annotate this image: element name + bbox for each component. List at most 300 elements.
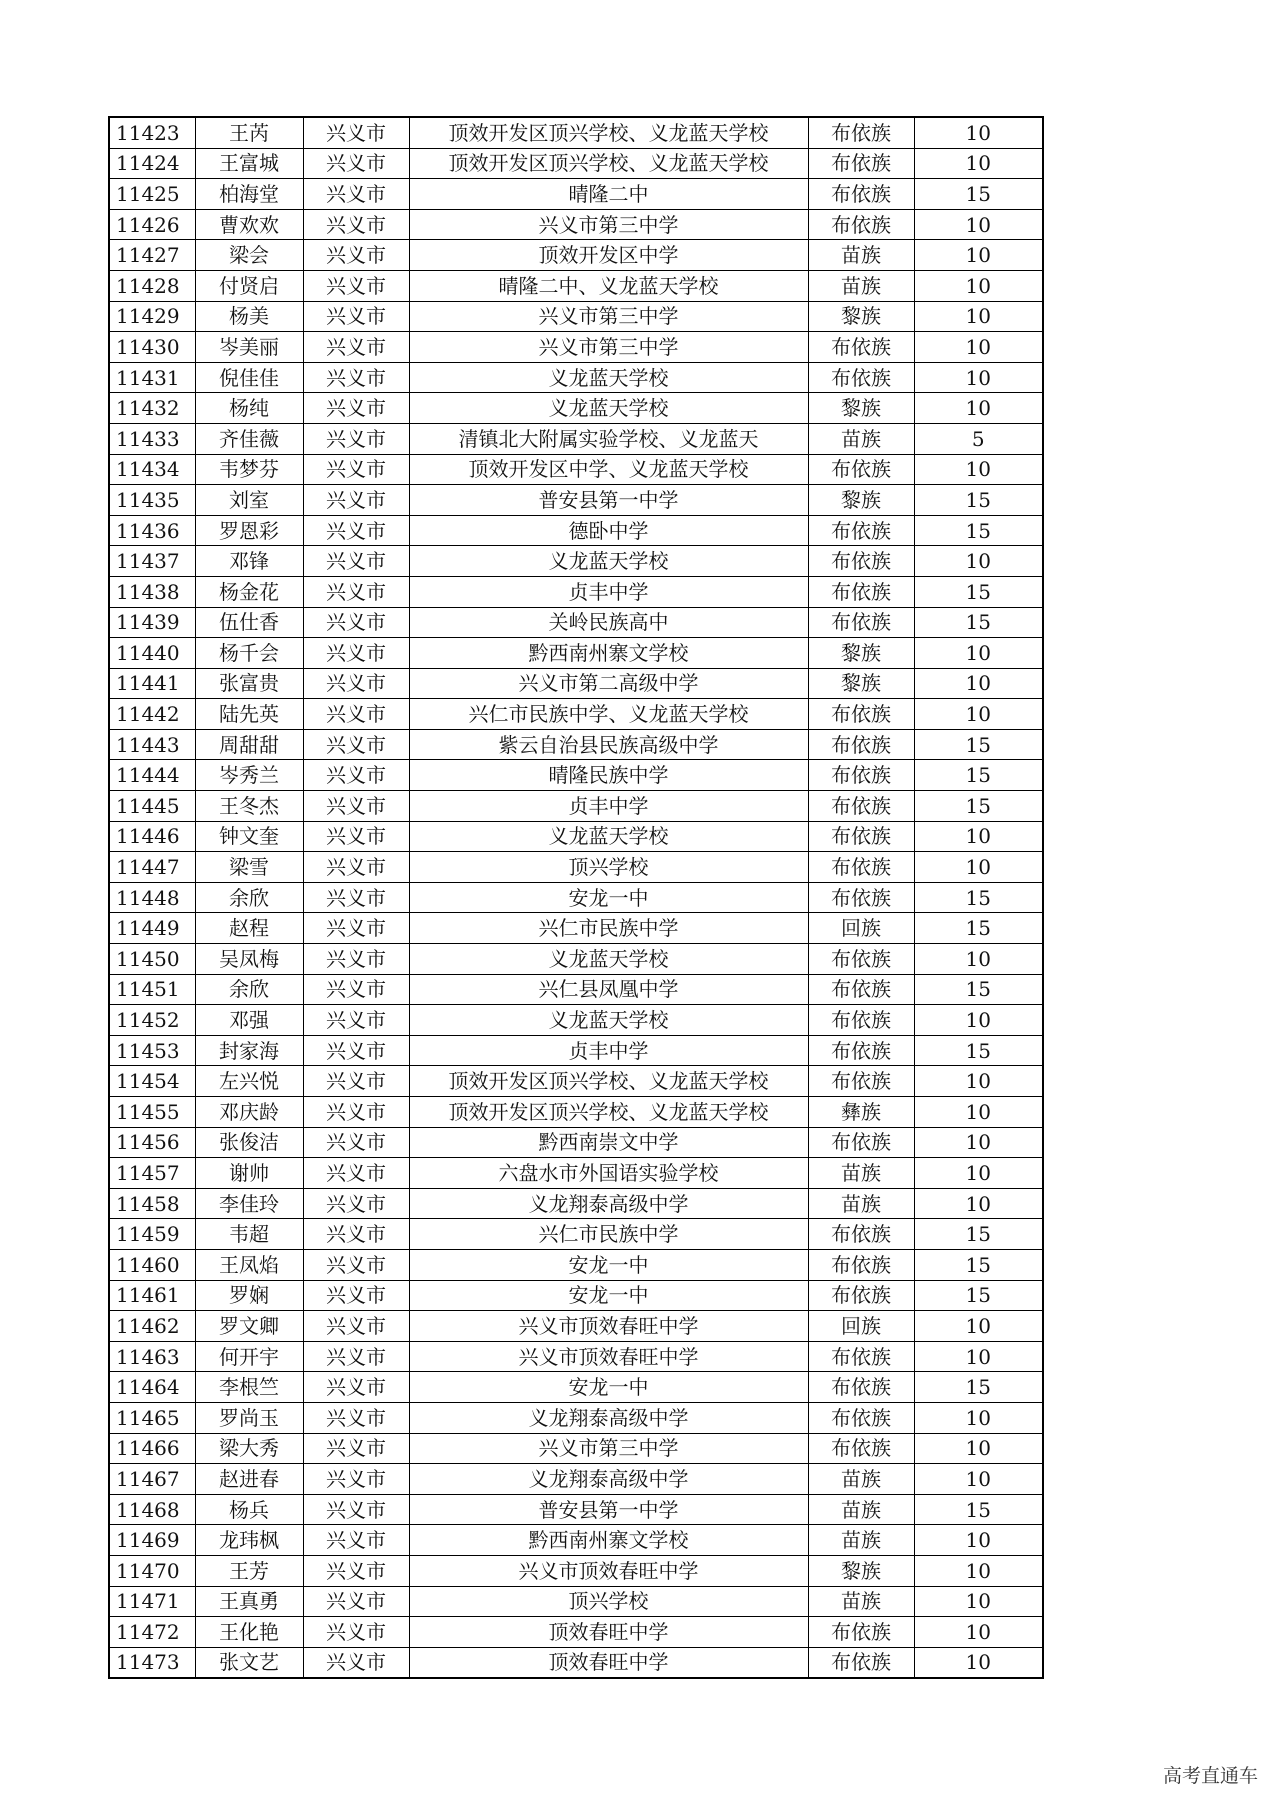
table-row [109,117,1043,148]
cell-school: 顶效开发区中学、义龙蓝天学校 [409,454,808,485]
cell-name: 王真勇 [195,1586,303,1617]
cell-ethnicity: 布依族 [808,821,914,852]
cell-id: 11446 [109,821,195,852]
table-row [109,1249,1043,1280]
table-row [109,1433,1043,1464]
cell-city: 兴义市 [303,362,409,393]
cell-points: 15 [914,729,1043,760]
cell-city: 兴义市 [303,240,409,271]
cell-id: 11426 [109,209,195,240]
cell-ethnicity: 黎族 [808,393,914,424]
cell-school: 紫云自治县民族高级中学 [409,729,808,760]
cell-school: 清镇北大附属实验学校、义龙蓝天 [409,423,808,454]
cell-school: 黔西南州寨文学校 [409,638,808,669]
cell-ethnicity: 苗族 [808,1586,914,1617]
cell-name: 付贤启 [195,270,303,301]
cell-ethnicity: 布依族 [808,760,914,791]
cell-city: 兴义市 [303,117,409,148]
table-row [109,546,1043,577]
cell-ethnicity: 回族 [808,913,914,944]
cell-name: 罗恩彩 [195,515,303,546]
cell-name: 杨千会 [195,638,303,669]
cell-name: 杨兵 [195,1494,303,1525]
cell-name: 梁会 [195,240,303,271]
table-row [109,332,1043,363]
cell-id: 11456 [109,1127,195,1158]
table-row [109,852,1043,883]
cell-points: 10 [914,944,1043,975]
cell-points: 10 [914,821,1043,852]
cell-school: 顶效开发区顶兴学校、义龙蓝天学校 [409,1097,808,1128]
cell-city: 兴义市 [303,852,409,883]
cell-id: 11438 [109,576,195,607]
table-row [109,729,1043,760]
cell-name: 梁大秀 [195,1433,303,1464]
cell-ethnicity: 苗族 [808,1494,914,1525]
table-row [109,1066,1043,1097]
cell-name: 王冬杰 [195,791,303,822]
cell-points: 10 [914,546,1043,577]
table-row [109,1341,1043,1372]
cell-id: 11425 [109,179,195,210]
cell-city: 兴义市 [303,209,409,240]
cell-ethnicity: 苗族 [808,1188,914,1219]
cell-name: 邓庆龄 [195,1097,303,1128]
cell-ethnicity: 回族 [808,1311,914,1342]
cell-school: 安龙一中 [409,882,808,913]
cell-id: 11459 [109,1219,195,1250]
cell-school: 安龙一中 [409,1280,808,1311]
cell-ethnicity: 布依族 [808,1066,914,1097]
cell-points: 15 [914,1372,1043,1403]
cell-points: 10 [914,1158,1043,1189]
cell-school: 兴仁县凤凰中学 [409,974,808,1005]
table-row [109,179,1043,210]
cell-points: 15 [914,485,1043,516]
cell-ethnicity: 布依族 [808,791,914,822]
cell-points: 10 [914,1005,1043,1036]
cell-points: 10 [914,1647,1043,1678]
table-row [109,607,1043,638]
cell-points: 15 [914,760,1043,791]
cell-id: 11445 [109,791,195,822]
cell-id: 11448 [109,882,195,913]
cell-name: 赵进春 [195,1464,303,1495]
cell-ethnicity: 布依族 [808,1035,914,1066]
cell-ethnicity: 布依族 [808,1005,914,1036]
cell-name: 余欣 [195,974,303,1005]
cell-name: 邓强 [195,1005,303,1036]
cell-id: 11429 [109,301,195,332]
cell-city: 兴义市 [303,1127,409,1158]
cell-ethnicity: 布依族 [808,332,914,363]
cell-id: 11471 [109,1586,195,1617]
cell-city: 兴义市 [303,607,409,638]
table-row [109,1035,1043,1066]
cell-name: 王富城 [195,148,303,179]
cell-ethnicity: 布依族 [808,944,914,975]
cell-ethnicity: 黎族 [808,485,914,516]
cell-school: 顶效开发区顶兴学校、义龙蓝天学校 [409,148,808,179]
cell-id: 11465 [109,1402,195,1433]
cell-points: 10 [914,270,1043,301]
cell-id: 11450 [109,944,195,975]
cell-points: 15 [914,515,1043,546]
cell-points: 15 [914,1219,1043,1250]
cell-ethnicity: 苗族 [808,270,914,301]
table-row [109,1586,1043,1617]
table-row [109,301,1043,332]
cell-school: 安龙一中 [409,1249,808,1280]
cell-school: 兴义市顶效春旺中学 [409,1555,808,1586]
cell-school: 兴仁市民族中学 [409,913,808,944]
cell-city: 兴义市 [303,1525,409,1556]
cell-city: 兴义市 [303,270,409,301]
cell-ethnicity: 布依族 [808,1433,914,1464]
cell-points: 10 [914,332,1043,363]
cell-school: 兴义市顶效春旺中学 [409,1341,808,1372]
cell-city: 兴义市 [303,1617,409,1648]
cell-name: 罗尚玉 [195,1402,303,1433]
cell-city: 兴义市 [303,913,409,944]
table-row [109,1555,1043,1586]
table-row [109,944,1043,975]
cell-school: 德卧中学 [409,515,808,546]
cell-city: 兴义市 [303,576,409,607]
cell-school: 顶效春旺中学 [409,1647,808,1678]
cell-school: 贞丰中学 [409,791,808,822]
cell-city: 兴义市 [303,974,409,1005]
cell-name: 陆先英 [195,699,303,730]
cell-ethnicity: 布依族 [808,1127,914,1158]
cell-city: 兴义市 [303,485,409,516]
cell-school: 顶效开发区中学 [409,240,808,271]
data-table [108,116,1044,1679]
cell-name: 余欣 [195,882,303,913]
cell-ethnicity: 苗族 [808,1525,914,1556]
cell-school: 六盘水市外国语实验学校 [409,1158,808,1189]
cell-ethnicity: 布依族 [808,1372,914,1403]
cell-id: 11469 [109,1525,195,1556]
cell-ethnicity: 布依族 [808,546,914,577]
cell-school: 义龙蓝天学校 [409,944,808,975]
cell-name: 梁雪 [195,852,303,883]
cell-points: 10 [914,117,1043,148]
cell-points: 10 [914,1188,1043,1219]
cell-id: 11423 [109,117,195,148]
cell-name: 赵程 [195,913,303,944]
cell-name: 王芳 [195,1555,303,1586]
cell-city: 兴义市 [303,668,409,699]
cell-city: 兴义市 [303,1372,409,1403]
cell-id: 11472 [109,1617,195,1648]
table-row [109,148,1043,179]
cell-name: 邓锋 [195,546,303,577]
table-row [109,638,1043,669]
table-row [109,821,1043,852]
cell-points: 10 [914,393,1043,424]
cell-school: 贞丰中学 [409,576,808,607]
cell-id: 11464 [109,1372,195,1403]
cell-city: 兴义市 [303,301,409,332]
cell-city: 兴义市 [303,1219,409,1250]
cell-points: 15 [914,882,1043,913]
cell-school: 义龙翔泰高级中学 [409,1188,808,1219]
table-row [109,515,1043,546]
cell-name: 周甜甜 [195,729,303,760]
cell-points: 15 [914,1249,1043,1280]
cell-id: 11428 [109,270,195,301]
cell-id: 11444 [109,760,195,791]
cell-id: 11431 [109,362,195,393]
cell-id: 11463 [109,1341,195,1372]
table-row [109,209,1043,240]
cell-ethnicity: 布依族 [808,515,914,546]
cell-points: 10 [914,362,1043,393]
table-row [109,1005,1043,1036]
cell-school: 晴隆民族中学 [409,760,808,791]
cell-name: 何开宇 [195,1341,303,1372]
cell-points: 15 [914,1280,1043,1311]
cell-school: 普安县第一中学 [409,485,808,516]
table-body [109,117,1043,1678]
cell-id: 11436 [109,515,195,546]
cell-ethnicity: 布依族 [808,607,914,638]
table-row [109,1127,1043,1158]
cell-name: 李根竺 [195,1372,303,1403]
table-row [109,913,1043,944]
watermark-text: 高考直通车 [1162,1765,1258,1787]
table-row [109,485,1043,516]
cell-school: 晴隆二中、义龙蓝天学校 [409,270,808,301]
cell-points: 15 [914,974,1043,1005]
cell-city: 兴义市 [303,1280,409,1311]
cell-id: 11443 [109,729,195,760]
cell-city: 兴义市 [303,148,409,179]
cell-city: 兴义市 [303,638,409,669]
cell-school: 义龙蓝天学校 [409,546,808,577]
cell-school: 义龙蓝天学校 [409,362,808,393]
cell-name: 岑美丽 [195,332,303,363]
cell-name: 张富贵 [195,668,303,699]
cell-points: 10 [914,301,1043,332]
cell-name: 韦超 [195,1219,303,1250]
cell-points: 15 [914,576,1043,607]
cell-city: 兴义市 [303,515,409,546]
cell-name: 杨纯 [195,393,303,424]
cell-id: 11452 [109,1005,195,1036]
table-row [109,1311,1043,1342]
cell-school: 黔西南崇文中学 [409,1127,808,1158]
cell-city: 兴义市 [303,1066,409,1097]
table-row [109,1219,1043,1250]
cell-ethnicity: 布依族 [808,1402,914,1433]
cell-city: 兴义市 [303,546,409,577]
cell-school: 顶兴学校 [409,1586,808,1617]
cell-ethnicity: 布依族 [808,852,914,883]
cell-name: 龙玮枫 [195,1525,303,1556]
cell-points: 15 [914,1035,1043,1066]
table-row [109,1464,1043,1495]
cell-name: 柏海堂 [195,179,303,210]
cell-name: 王化艳 [195,1617,303,1648]
table-row [109,1280,1043,1311]
table-row [109,882,1043,913]
cell-name: 杨金花 [195,576,303,607]
table-row [109,393,1043,424]
table-row [109,454,1043,485]
cell-id: 11458 [109,1188,195,1219]
cell-points: 10 [914,1555,1043,1586]
cell-name: 王凤焰 [195,1249,303,1280]
cell-name: 杨美 [195,301,303,332]
cell-city: 兴义市 [303,729,409,760]
cell-school: 兴义市第二高级中学 [409,668,808,699]
cell-school: 普安县第一中学 [409,1494,808,1525]
cell-city: 兴义市 [303,1188,409,1219]
cell-school: 贞丰中学 [409,1035,808,1066]
cell-id: 11427 [109,240,195,271]
cell-id: 11467 [109,1464,195,1495]
cell-school: 兴仁市民族中学 [409,1219,808,1250]
cell-city: 兴义市 [303,1341,409,1372]
cell-id: 11468 [109,1494,195,1525]
cell-id: 11433 [109,423,195,454]
cell-school: 义龙蓝天学校 [409,821,808,852]
cell-city: 兴义市 [303,332,409,363]
cell-school: 兴仁市民族中学、义龙蓝天学校 [409,699,808,730]
cell-points: 10 [914,852,1043,883]
cell-name: 曹欢欢 [195,209,303,240]
cell-city: 兴义市 [303,393,409,424]
cell-ethnicity: 布依族 [808,699,914,730]
cell-points: 5 [914,423,1043,454]
cell-city: 兴义市 [303,1097,409,1128]
cell-school: 兴义市第三中学 [409,332,808,363]
cell-city: 兴义市 [303,179,409,210]
table-row [109,423,1043,454]
cell-points: 10 [914,638,1043,669]
cell-id: 11441 [109,668,195,699]
cell-id: 11447 [109,852,195,883]
cell-id: 11435 [109,485,195,516]
cell-city: 兴义市 [303,1647,409,1678]
cell-city: 兴义市 [303,1555,409,1586]
cell-id: 11440 [109,638,195,669]
cell-ethnicity: 苗族 [808,423,914,454]
cell-id: 11462 [109,1311,195,1342]
cell-ethnicity: 布依族 [808,179,914,210]
cell-city: 兴义市 [303,1035,409,1066]
cell-points: 10 [914,1433,1043,1464]
table-row [109,1647,1043,1678]
cell-ethnicity: 苗族 [808,1464,914,1495]
cell-city: 兴义市 [303,454,409,485]
table-row [109,791,1043,822]
cell-school: 安龙一中 [409,1372,808,1403]
cell-ethnicity: 布依族 [808,1219,914,1250]
cell-id: 11453 [109,1035,195,1066]
cell-points: 10 [914,1525,1043,1556]
cell-school: 顶效春旺中学 [409,1617,808,1648]
cell-school: 义龙蓝天学校 [409,393,808,424]
cell-city: 兴义市 [303,1311,409,1342]
table-row [109,1402,1043,1433]
cell-school: 兴义市顶效春旺中学 [409,1311,808,1342]
cell-points: 10 [914,1617,1043,1648]
table-row [109,1188,1043,1219]
cell-city: 兴义市 [303,1433,409,1464]
cell-city: 兴义市 [303,1494,409,1525]
cell-city: 兴义市 [303,1402,409,1433]
cell-name: 伍仕香 [195,607,303,638]
cell-city: 兴义市 [303,1005,409,1036]
cell-ethnicity: 布依族 [808,729,914,760]
cell-name: 罗文卿 [195,1311,303,1342]
cell-points: 15 [914,179,1043,210]
cell-points: 10 [914,1127,1043,1158]
cell-name: 封家海 [195,1035,303,1066]
cell-id: 11434 [109,454,195,485]
cell-points: 10 [914,1586,1043,1617]
cell-name: 李佳玲 [195,1188,303,1219]
cell-name: 钟文奎 [195,821,303,852]
cell-id: 11442 [109,699,195,730]
cell-name: 刘室 [195,485,303,516]
table-row [109,576,1043,607]
cell-points: 15 [914,1494,1043,1525]
table-row [109,240,1043,271]
cell-ethnicity: 布依族 [808,1341,914,1372]
cell-school: 兴义市第三中学 [409,301,808,332]
cell-school: 晴隆二中 [409,179,808,210]
cell-points: 10 [914,668,1043,699]
cell-id: 11451 [109,974,195,1005]
cell-ethnicity: 布依族 [808,209,914,240]
cell-city: 兴义市 [303,1586,409,1617]
cell-ethnicity: 布依族 [808,454,914,485]
cell-name: 王芮 [195,117,303,148]
cell-id: 11470 [109,1555,195,1586]
cell-name: 齐佳薇 [195,423,303,454]
table-row [109,668,1043,699]
table-row [109,1158,1043,1189]
cell-city: 兴义市 [303,1158,409,1189]
cell-ethnicity: 布依族 [808,117,914,148]
cell-points: 15 [914,607,1043,638]
cell-name: 韦梦芬 [195,454,303,485]
cell-id: 11430 [109,332,195,363]
cell-city: 兴义市 [303,699,409,730]
cell-school: 顶兴学校 [409,852,808,883]
cell-points: 10 [914,209,1043,240]
cell-city: 兴义市 [303,1464,409,1495]
cell-name: 岑秀兰 [195,760,303,791]
cell-name: 左兴悦 [195,1066,303,1097]
cell-id: 11449 [109,913,195,944]
cell-id: 11455 [109,1097,195,1128]
cell-city: 兴义市 [303,821,409,852]
cell-ethnicity: 布依族 [808,576,914,607]
cell-school: 顶效开发区顶兴学校、义龙蓝天学校 [409,117,808,148]
cell-id: 11432 [109,393,195,424]
cell-ethnicity: 黎族 [808,1555,914,1586]
cell-ethnicity: 苗族 [808,240,914,271]
cell-name: 倪佳佳 [195,362,303,393]
cell-city: 兴义市 [303,882,409,913]
cell-city: 兴义市 [303,944,409,975]
cell-school: 黔西南州寨文学校 [409,1525,808,1556]
